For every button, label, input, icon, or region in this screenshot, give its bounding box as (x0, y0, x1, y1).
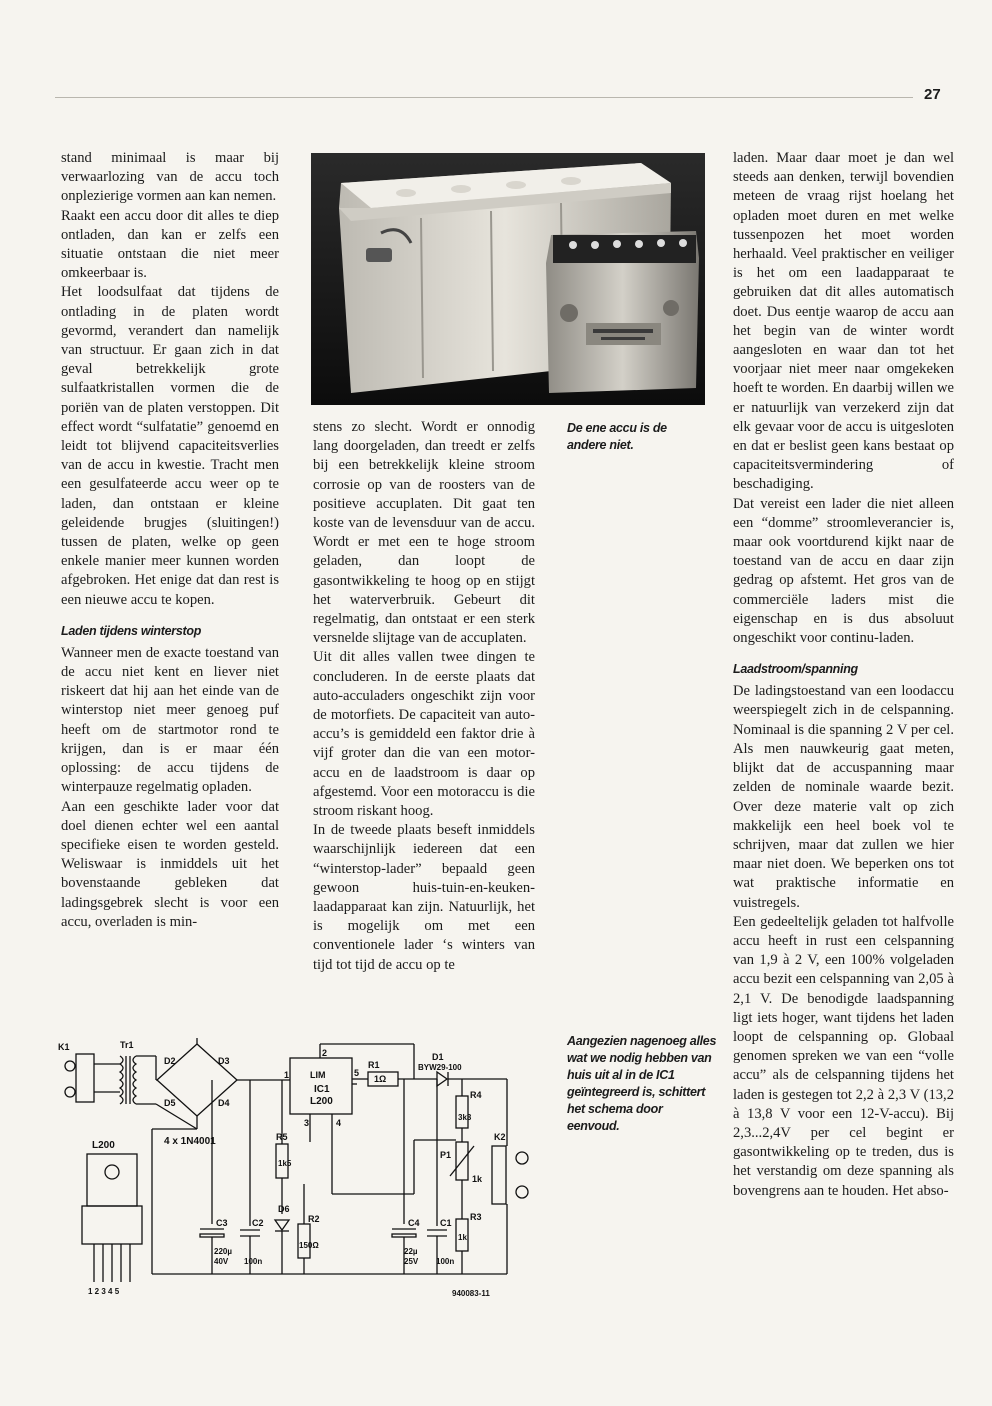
paragraph: De ladingstoestand van een loodaccu weerspiegelt zich in de celspanning. Nominaal is die spanning 2 V per cel. Als men nauwkeurig gaat meten, blijkt dat de accuspanning maar zelden de nominale waarde bezit. Over deze materie valt op zich makkelijk een heel boek vol te schrijven, maar dat zullen we hier maar niet doen. We beperken ons tot wat praktische informatie en vuistregels. (733, 683, 954, 911)
paragraph: Het loodsulfaat dat tijdens de ontlading in de platen wordt gevormd, verandert dan namelijk van structuur. Er gaan zich in dat geval betrekkelijk grote sulfaatkristallen vormen die de poriën van de platen verstoppen. Dit effect wordt “sulfatatie” genoemd en leidt tot blijvend capaciteitsverlies van de accu in kwestie. Tracht men een gesulfateerde accu weer op te laden, dan ontstaan er kleine geleidende brugjes (sluitingen!) tussen de platen, welke op geen enkele manier meer kunnen worden afgebroken. Het enige dat dan rest is een nieuwe accu te kopen. (61, 284, 279, 608)
paragraph: Uit dit alles vallen twee dingen te concluderen. In de eerste plaats dat auto-acculaders ongeschikt zijn voor de motorfiets. De capaciteit van auto-accu’s is gemiddeld een faktor drie à vijf groter dan die van een motor-accu en de laadstroom is daar op afgestemd. Voor een motoraccu is die stroom riskant hoog. (313, 649, 535, 820)
section-heading: Laadstroom/spanning (733, 662, 858, 677)
label-ic-type: L200 (310, 1096, 333, 1107)
label-d5: D5 (164, 1098, 176, 1108)
label-d1-type: BYW29-100 (418, 1063, 462, 1072)
label-pin2: 2 (322, 1048, 328, 1058)
page-number: 27 (924, 86, 941, 103)
label-pin5: 5 (354, 1068, 360, 1078)
label-tr1: Tr1 (120, 1040, 134, 1050)
paragraph: laden. Maar daar moet je dan wel steeds aan denken, terwijl bovendien meteen de vraag rijst hoelang het opladen moet duren en met welke tussenpozen het moet worden herhaald. Veel praktischer en veiliger is het om een laadapparaat te gebruiken dat dit alles automatisch doet. Dus eentje waarop de accu aan het begin van de winter wordt aangesloten en waar dan tot het voorjaar niet meer naar omgekeken hoeft te worden. En daarbij willen we er natuurlijk van verzekerd zijn dat elk gevaar voor de accu is uitgesloten en dat er beslist geen kans bestaat op capaciteitsvermindering of beschadiging. (733, 150, 954, 493)
label-c1: C1 (440, 1218, 452, 1228)
label-r2-val: 150Ω (299, 1241, 319, 1250)
label-c4: C4 (408, 1218, 420, 1228)
battery-photo (311, 153, 705, 405)
paragraph: stand minimaal is maar bij verwaarlozing van de accu toch onplezierige vormen aan kan nemen. (61, 150, 279, 205)
label-r3: R3 (470, 1212, 482, 1222)
label-p1: P1 (440, 1150, 452, 1160)
label-c1-val: 100n (436, 1257, 455, 1266)
label-p1-val: 1k (472, 1174, 483, 1184)
column-4 (733, 149, 954, 1201)
section-heading: Laden tijdens winterstop (61, 623, 202, 638)
label-c3-v: 40V (214, 1257, 229, 1266)
paragraph: Raakt een accu door dit alles te diep ontladen, dan kan er zelfs een situatie ontstaan die niet meer omkeerbaar is. (61, 207, 279, 282)
paragraph: Wanneer men de exacte toestand van de accu niet kent en liever niet riskeert dat hij aan het einde van de winterstop niet meer genoeg puf heeft om de startmotor rond te krijgen, dan is er maar één oplossing: de accu tijdens de winterpauze regelmatig opladen. (61, 644, 279, 796)
label-r1-val: 1Ω (374, 1074, 387, 1084)
circuit-schematic (52, 1034, 542, 1302)
label-d4: D4 (218, 1098, 230, 1108)
label-r5: R5 (276, 1132, 288, 1142)
label-c4-v: 25V (404, 1257, 419, 1266)
schematic-drawing (52, 1034, 542, 1302)
label-d2: D2 (164, 1056, 176, 1066)
schematic-caption: Aangezien nagenoeg alles wat we nodig hebben van huis uit al in de IC1 geïntegreerd is, schittert het schema door eenvoud. (567, 1034, 717, 1133)
battery-photo-art (311, 153, 705, 405)
header-rule (55, 97, 913, 98)
label-d3: D3 (218, 1056, 230, 1066)
label-r3-val: 1k (458, 1233, 467, 1242)
paragraph: In de tweede plaats beseft inmiddels waarschijnlijk iedereen dat een “winterstop-lader” bepaald geen gewoon huis-tuin-en-keuken-laadapparaat kan zijn. Natuurlijk, het is mogelijk om met een conventionele lader ‘s winters van tijd tot tijd de accu op te (313, 822, 535, 973)
paragraph: Dat vereist een lader die niet alleen een “domme” stroomleverancier is, maar ook voortdurend kijkt naar de toestand van de accu en daar zijn gedrag op afstemt. Het gros van de commerciële laders mist die eigenschap en is dus absoluut ongeschikt voor continu-laden. (733, 495, 954, 647)
label-r2: R2 (308, 1214, 320, 1224)
label-ic1: IC1 (314, 1084, 330, 1095)
label-c3: C3 (216, 1218, 228, 1228)
paragraph: stens zo slecht. Wordt er onnodig lang doorgeladen, dan treedt er zelfs bij een betrekkelijk kleine stroom corrosie op van de roosters van de positieve accuplaten. Dit gaat ten koste van de levensduur van de accu. Wordt er met een te hoge stroom geladen, dan loopt de gasontwikkeling te hoog op en stijgt het waterverbruik. Gebeurt dit regelmatig, dan ontstaat er een sterk versnelde slijtage van de accuplaten. (313, 419, 535, 647)
label-bridge: 4 x 1N4001 (164, 1136, 216, 1147)
label-pins: 1 2 3 4 5 (88, 1287, 120, 1296)
label-k1: K1 (58, 1042, 70, 1052)
label-c2: C2 (252, 1218, 264, 1228)
label-pin3: 3 (304, 1118, 310, 1128)
paragraph: Aan een geschikte lader voor dat doel dienen echter wel een aantal specifieke eisen te worden gesteld. Weliswaar is inmiddels uit het bovenstaande gebleken dat ladingsgebrek slecht is voor een accu, overladen is min- (61, 798, 279, 930)
label-c2-val: 100n (244, 1257, 263, 1266)
label-d1: D1 (432, 1052, 444, 1062)
label-c3-val: 220µ (214, 1247, 232, 1256)
label-c4-val: 22µ (404, 1247, 418, 1256)
column-1 (61, 149, 279, 932)
label-r4: R4 (470, 1090, 482, 1100)
label-k2: K2 (494, 1132, 506, 1142)
label-l200-pkg: L200 (92, 1140, 115, 1151)
photo-caption: De ene accu is de andere niet. (567, 421, 667, 452)
label-r1: R1 (368, 1060, 380, 1070)
column-2 (313, 418, 535, 975)
paragraph: Een gedeeltelijk geladen tot halfvolle accu heeft in rust een celspanning van 1,9 à 2 V, een 100% volgeladen accu bezit een celspanning van 2,05 à 2,1 V. De benodigde laadspanning ligt iets hoger, want tijdens het laden loopt de celspanning op. Globaal genomen spreken we van een “volle accu” als de celspanning tijdens het laden is gestegen tot 2,2 à 2,3 V (13,2 à 13,8 V voor een 12-V-accu). Bij 2,3...2,4V per cel begint er gasontwikkeling op te treden, dus is het verstandig om deze spanning als bovengrens aan te houden. Het abso- (733, 913, 954, 1199)
label-d6: D6 (278, 1204, 290, 1214)
label-code: 940083-11 (452, 1289, 490, 1298)
label-pin4: 4 (336, 1118, 342, 1128)
label-r5-val: 1k5 (278, 1159, 292, 1168)
label-lim: LIM (310, 1070, 326, 1080)
label-r4-val: 3k3 (458, 1113, 472, 1122)
label-pin1: 1 (284, 1070, 290, 1080)
